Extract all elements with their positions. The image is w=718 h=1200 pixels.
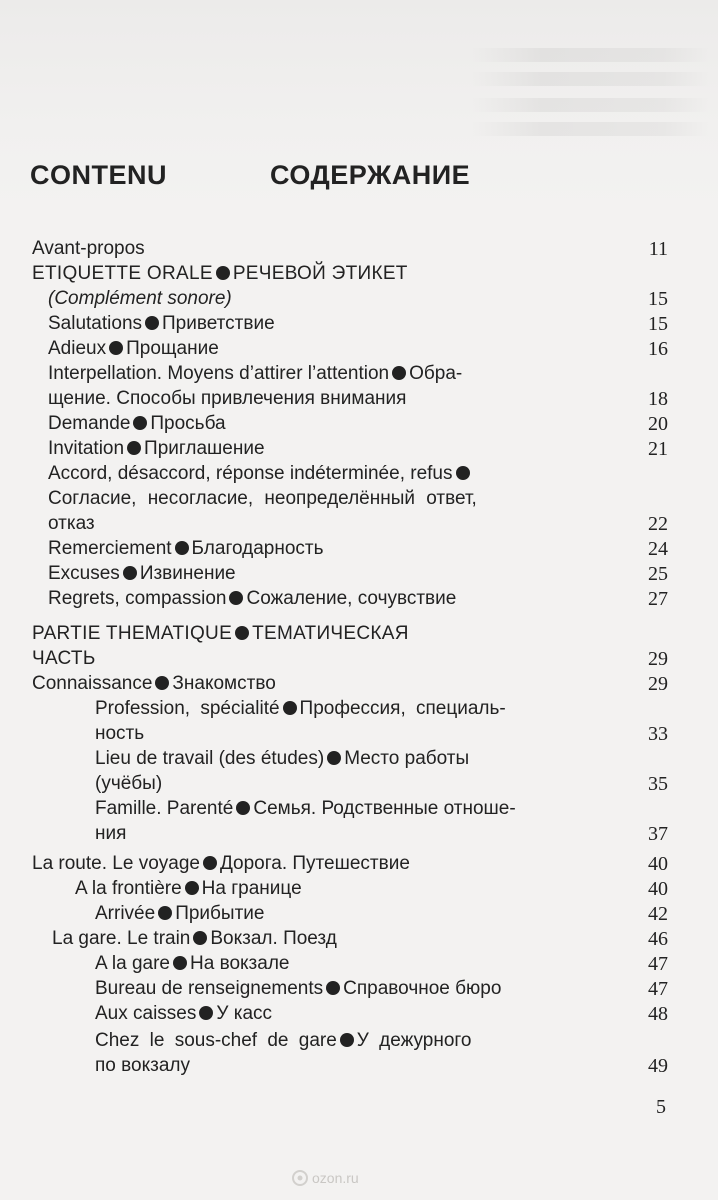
toc-line-sous-chef bbox=[0, 1028, 718, 1054]
toc-text-fr: A la frontière bbox=[75, 878, 182, 899]
toc-page: 18 bbox=[648, 388, 668, 410]
bullet-dot-icon bbox=[109, 341, 123, 355]
toc-text-ru: Приветствие bbox=[162, 313, 275, 334]
toc-text-fr: Excuses bbox=[48, 563, 120, 584]
bullet-dot-icon bbox=[155, 676, 169, 690]
toc-page: 16 bbox=[648, 338, 668, 360]
toc-text-cont: ния bbox=[95, 823, 127, 844]
toc-page: 29 bbox=[648, 673, 668, 695]
toc-line-famille bbox=[0, 796, 718, 822]
toc-page: 25 bbox=[648, 563, 668, 585]
title-french: CONTENU bbox=[30, 160, 167, 190]
bullet-dot-icon bbox=[456, 466, 470, 480]
toc-page: 49 bbox=[648, 1055, 668, 1077]
toc-page: 47 bbox=[648, 978, 668, 1000]
toc-text-ru: У касс bbox=[216, 1003, 273, 1024]
bleed-line bbox=[470, 72, 710, 86]
toc-text-ru: РЕЧЕВОЙ ЭТИКЕТ bbox=[232, 263, 408, 284]
bullet-dot-icon bbox=[283, 701, 297, 715]
bullet-dot-icon bbox=[185, 881, 199, 895]
toc-line-excuses bbox=[0, 561, 718, 587]
toc-text-fr: PARTIE THEMATIQUE bbox=[32, 623, 233, 644]
toc-line-avant-propos bbox=[0, 236, 718, 262]
toc-page: 35 bbox=[648, 773, 668, 795]
toc-page: 11 bbox=[648, 238, 668, 260]
toc-line-remerciement bbox=[0, 536, 718, 562]
toc-page: 47 bbox=[648, 953, 668, 975]
toc-page: 22 bbox=[648, 513, 668, 535]
toc-page: 24 bbox=[648, 538, 668, 560]
toc-page: 33 bbox=[648, 723, 668, 745]
toc-line-regrets bbox=[0, 586, 718, 612]
bullet-dot-icon bbox=[173, 956, 187, 970]
toc-text-fr: ETIQUETTE ORALE bbox=[32, 263, 213, 284]
toc-line-la-route bbox=[0, 851, 718, 877]
toc-text-fr: Famille. Parenté bbox=[95, 798, 234, 819]
toc-page: 37 bbox=[648, 823, 668, 845]
toc-text-ru: Благодарность bbox=[191, 538, 324, 559]
title-russian: СОДЕРЖАНИЕ bbox=[270, 160, 471, 190]
toc-text-ru: Место работы bbox=[344, 748, 470, 769]
bullet-dot-icon bbox=[235, 626, 249, 640]
toc-text-cont: щение. Способы привлечения внимания bbox=[48, 388, 407, 409]
toc-text-fr: Chez le sous-chef de gare bbox=[95, 1030, 337, 1051]
toc-text-ru: ТЕМАТИЧЕСКАЯ bbox=[252, 623, 409, 644]
toc-text-fr: Aux caisses bbox=[95, 1003, 197, 1024]
toc-line-continuation bbox=[0, 511, 718, 537]
toc-page: 40 bbox=[648, 878, 668, 900]
bullet-dot-icon bbox=[133, 416, 147, 430]
toc-line-frontiere bbox=[0, 876, 718, 902]
bullet-dot-icon bbox=[326, 981, 340, 995]
toc-text-ru: Извинение bbox=[139, 563, 236, 584]
toc-page: 40 bbox=[648, 853, 668, 875]
toc-text-fr: La route. Le voyage bbox=[32, 853, 200, 874]
bleed-line bbox=[470, 122, 710, 136]
toc-text-fr: Demande bbox=[48, 413, 131, 434]
toc-text-fr: Arrivée bbox=[95, 903, 156, 924]
toc-line-a-la-gare bbox=[0, 951, 718, 977]
toc-line-continuation bbox=[0, 386, 718, 412]
watermark: ozon.ru bbox=[312, 1170, 359, 1186]
toc-text-ru: На вокзале bbox=[190, 953, 290, 974]
toc-line-salutations bbox=[0, 311, 718, 337]
toc-line-bureau bbox=[0, 976, 718, 1002]
toc-text-fr: Salutations bbox=[48, 313, 143, 334]
toc-line-invitation bbox=[0, 436, 718, 462]
toc-page: 20 bbox=[648, 413, 668, 435]
bullet-dot-icon bbox=[127, 441, 141, 455]
bullet-dot-icon bbox=[199, 1006, 213, 1020]
toc-line-aux-caisses bbox=[0, 1001, 718, 1027]
toc-line-arrivee bbox=[0, 901, 718, 927]
bullet-dot-icon bbox=[145, 316, 159, 330]
toc-line-interpellation bbox=[0, 361, 718, 387]
toc-text-ru: Обра- bbox=[409, 363, 463, 384]
bullet-dot-icon bbox=[193, 931, 207, 945]
toc-line-continuation bbox=[0, 771, 718, 797]
toc-text-cont: (учёбы) bbox=[95, 773, 163, 794]
toc-text-ru: Просьба bbox=[150, 413, 226, 434]
toc-page: 46 bbox=[648, 928, 668, 950]
toc-text-ru: Приглашение bbox=[144, 438, 265, 459]
toc-line-continuation bbox=[0, 821, 718, 847]
bullet-dot-icon bbox=[229, 591, 243, 605]
toc-line-accord bbox=[0, 461, 718, 487]
toc-text-ru: Сожаление, сочувствие bbox=[246, 588, 457, 609]
toc-page: 42 bbox=[648, 903, 668, 925]
bullet-dot-icon bbox=[236, 801, 250, 815]
toc-line-complement bbox=[0, 286, 718, 312]
toc-text-fr: Interpellation. Moyens d’attirer l’attention bbox=[48, 363, 390, 384]
toc-page: 15 bbox=[648, 313, 668, 335]
toc-text-fr: Connaissance bbox=[32, 673, 153, 694]
toc-page: 21 bbox=[648, 438, 668, 460]
toc-text-ru: Вокзал. Поезд bbox=[210, 928, 337, 949]
toc-text-fr: Avant-propos bbox=[32, 238, 145, 259]
toc-line-lieu-de-travail bbox=[0, 746, 718, 772]
toc-page: 27 bbox=[648, 588, 668, 610]
toc-text-ru: У дежурного bbox=[356, 1030, 472, 1051]
toc-text-cont: ЧАСТЬ bbox=[32, 648, 96, 669]
toc-line-continuation bbox=[0, 1053, 718, 1079]
toc-text-fr: Bureau de renseignements bbox=[95, 978, 324, 999]
toc-line-connaissance bbox=[0, 671, 718, 697]
toc-text-ru: Семья. Родственные отноше- bbox=[253, 798, 516, 819]
toc-text-ru: Прощание bbox=[126, 338, 219, 359]
bleed-line bbox=[470, 98, 710, 112]
toc-text-ru: Профессия, специаль- bbox=[299, 698, 506, 719]
toc-page: 48 bbox=[648, 1003, 668, 1025]
toc-text-fr: Invitation bbox=[48, 438, 125, 459]
toc-line-profession bbox=[0, 696, 718, 722]
toc-text-cont: Согласие, несогласие, неопределённый ответ, bbox=[48, 488, 477, 509]
toc-text-fr: A la gare bbox=[95, 953, 170, 974]
toc-line-continuation bbox=[0, 486, 718, 512]
toc-text-fr: Remerciement bbox=[48, 538, 172, 559]
toc-text-ru: Справочное бюро bbox=[343, 978, 502, 999]
bullet-dot-icon bbox=[203, 856, 217, 870]
bullet-dot-icon bbox=[175, 541, 189, 555]
toc-line-continuation bbox=[0, 646, 718, 672]
toc-line-partie-thematique bbox=[0, 621, 718, 647]
bullet-dot-icon bbox=[392, 366, 406, 380]
toc-text-fr: La gare. Le train bbox=[52, 928, 191, 949]
toc-text-fr: Lieu de travail (des études) bbox=[95, 748, 325, 769]
bullet-dot-icon bbox=[327, 751, 341, 765]
ozon-logo-icon bbox=[290, 1168, 310, 1188]
bullet-dot-icon bbox=[340, 1033, 354, 1047]
bullet-dot-icon bbox=[158, 906, 172, 920]
toc-text-ru: Прибытие bbox=[175, 903, 265, 924]
toc-text-ru: Знакомство bbox=[172, 673, 276, 694]
bullet-dot-icon bbox=[123, 566, 137, 580]
toc-page: 29 bbox=[648, 648, 668, 670]
toc-text-fr: Accord, désaccord, réponse indéterminée, refus bbox=[48, 463, 453, 484]
toc-page: 15 bbox=[648, 288, 668, 310]
toc-text-cont: отказ bbox=[48, 513, 95, 534]
bullet-dot-icon bbox=[216, 266, 230, 280]
toc-text-fr: (Complément sonore) bbox=[48, 288, 232, 309]
toc-text-fr: Adieux bbox=[48, 338, 107, 359]
toc-text-fr: Regrets, compassion bbox=[48, 588, 227, 609]
toc-text-fr: Profession, spécialité bbox=[95, 698, 280, 719]
bleed-line bbox=[470, 48, 710, 62]
toc-text-cont: ность bbox=[95, 723, 145, 744]
toc-line-continuation bbox=[0, 721, 718, 747]
toc-line-adieux bbox=[0, 336, 718, 362]
toc-line-etiquette bbox=[0, 261, 718, 287]
toc-line-demande bbox=[0, 411, 718, 437]
toc-text-ru: Дорога. Путешествие bbox=[219, 853, 410, 874]
toc-text-cont: по вокзалу bbox=[95, 1055, 190, 1076]
toc-line-la-gare-train bbox=[0, 926, 718, 952]
page-number: 5 bbox=[656, 1096, 666, 1118]
toc-text-ru: На границе bbox=[201, 878, 302, 899]
